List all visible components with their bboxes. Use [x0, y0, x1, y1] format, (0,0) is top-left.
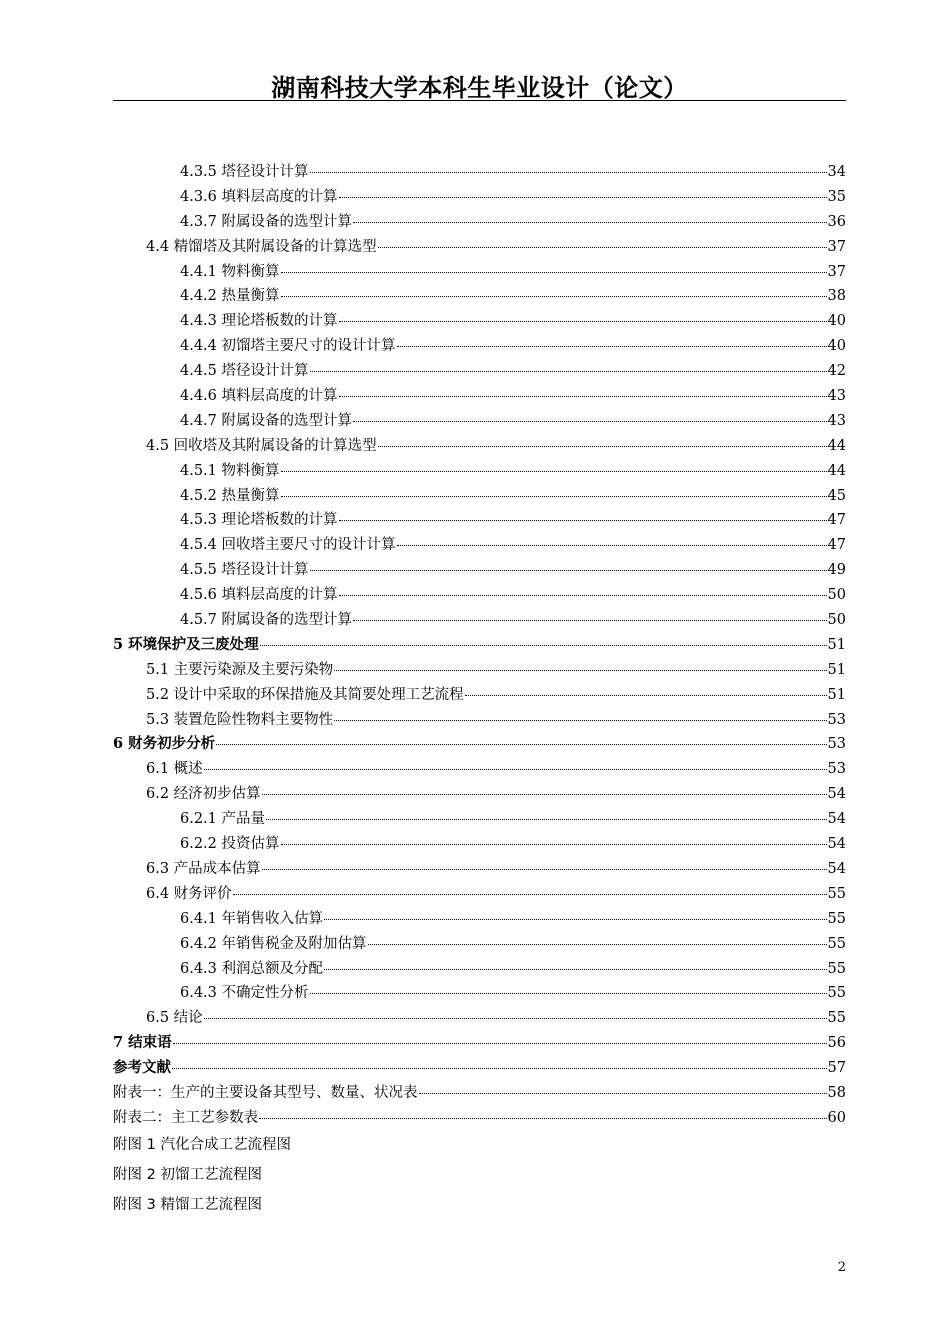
toc-entry-page: 51: [827, 686, 846, 703]
toc-entry[interactable]: [113, 633, 846, 658]
toc-entry-page: 55: [827, 935, 846, 952]
toc-entry-label: 4.3.6 填料层高度的计算: [180, 188, 338, 205]
toc-entry-label: 4.5.3 理论塔板数的计算: [180, 512, 338, 529]
toc-entry[interactable]: [113, 558, 846, 583]
toc-entry[interactable]: [113, 708, 846, 733]
toc-entry-label: 4.5.5 塔径设计计算: [180, 562, 309, 579]
toc-dot-leader: [339, 510, 827, 521]
toc-dot-leader: [310, 361, 827, 372]
toc-dot-leader: [339, 585, 827, 596]
appendix-figure-item[interactable]: 附图 1 汽化合成工艺流程图: [113, 1137, 291, 1153]
toc-entry[interactable]: [113, 284, 846, 309]
toc-entry-label: 4.5 回收塔及其附属设备的计算选型: [146, 437, 377, 454]
toc-entry-page: 58: [827, 1084, 846, 1101]
toc-entry[interactable]: [113, 981, 846, 1006]
toc-dot-leader: [172, 1058, 827, 1069]
toc-dot-leader: [353, 212, 827, 223]
toc-entry-label: 6.2.1 产品量: [180, 811, 266, 828]
toc-entry-label: 参考文献: [113, 1059, 171, 1077]
toc-entry-page: 53: [827, 711, 846, 728]
toc-entry[interactable]: [113, 907, 846, 932]
toc-entry-label: 4.4.3 理论塔板数的计算: [180, 313, 338, 330]
toc-entry-page: 45: [827, 487, 846, 504]
toc-entry-page: 51: [827, 661, 846, 678]
toc-dot-leader: [216, 734, 826, 745]
toc-entry[interactable]: [113, 508, 846, 533]
toc-entry-label: 4.4.1 物料衡算: [180, 263, 280, 280]
toc-entry[interactable]: [113, 185, 846, 210]
toc-entry-page: 44: [827, 437, 846, 454]
toc-entry-label: 6.2.2 投资估算: [180, 836, 280, 853]
toc-entry-page: 54: [827, 786, 846, 803]
toc-entry[interactable]: [113, 533, 846, 558]
toc-dot-leader: [324, 909, 827, 920]
toc-dot-leader: [334, 710, 826, 721]
toc-entry-page: 43: [827, 388, 846, 405]
toc-entry-page: 50: [827, 587, 846, 604]
toc-entry-label: 6.3 产品成本估算: [146, 860, 261, 877]
toc-entry-page: 47: [827, 512, 846, 529]
table-of-contents: [113, 160, 846, 1131]
toc-dot-leader: [339, 187, 827, 198]
toc-entry-label: 4.3.5 塔径设计计算: [180, 164, 309, 180]
toc-dot-leader: [204, 1008, 827, 1019]
toc-entry[interactable]: [113, 1081, 846, 1106]
toc-entry[interactable]: [113, 732, 846, 757]
toc-entry-page: 34: [827, 164, 846, 180]
toc-entry[interactable]: [113, 359, 846, 384]
toc-entry[interactable]: [113, 832, 846, 857]
toc-entry-label: 5.3 装置危险性物料主要物性: [146, 711, 334, 728]
page-number: 2: [837, 1260, 846, 1275]
toc-dot-leader: [334, 660, 826, 671]
toc-dot-leader: [397, 535, 827, 546]
toc-entry[interactable]: [113, 583, 846, 608]
toc-entry-page: 55: [827, 885, 846, 902]
toc-entry-label: 4.3.7 附属设备的选型计算: [180, 213, 353, 230]
toc-entry-label: 4.4.2 热量衡算: [180, 288, 280, 305]
toc-entry-page: 40: [827, 338, 846, 355]
toc-dot-leader: [262, 784, 827, 795]
toc-dot-leader: [262, 859, 827, 870]
toc-entry-page: 55: [827, 960, 846, 977]
toc-entry[interactable]: [113, 957, 846, 982]
toc-entry-label: 4.4.4 初馏塔主要尺寸的设计计算: [180, 338, 396, 355]
toc-dot-leader: [281, 461, 827, 472]
toc-entry-label: 6 财务初步分析: [113, 735, 216, 753]
toc-entry-label: 6.4.1 年销售收入估算: [180, 910, 324, 927]
toc-entry[interactable]: [113, 932, 846, 957]
toc-dot-leader: [233, 884, 827, 895]
page-header: [113, 60, 846, 101]
toc-entry[interactable]: [113, 782, 846, 807]
toc-entry[interactable]: [113, 857, 846, 882]
toc-entry-page: 37: [827, 263, 846, 280]
toc-entry-label: 附表一：生产的主要设备其型号、数量、状况表: [113, 1084, 418, 1101]
toc-entry-page: 40: [827, 313, 846, 330]
toc-entry-label: 4.5.2 热量衡算: [180, 487, 280, 504]
toc-entry[interactable]: [113, 807, 846, 832]
toc-entry-label: 5.2 设计中采取的环保措施及其简要处理工艺流程: [146, 686, 464, 703]
toc-entry-page: 54: [827, 860, 846, 877]
toc-entry[interactable]: [113, 409, 846, 434]
toc-entry-page: 55: [827, 985, 846, 1002]
toc-entry-page: 49: [827, 562, 846, 579]
toc-entry[interactable]: [113, 210, 846, 235]
appendix-figure-item[interactable]: 附图 2 初馏工艺流程图: [113, 1167, 262, 1183]
toc-entry-label: 6.1 概述: [146, 761, 203, 778]
toc-entry-page: 54: [827, 836, 846, 853]
toc-dot-leader: [378, 237, 827, 248]
toc-entry-label: 6.4 财务评价: [146, 885, 232, 902]
toc-entry-label: 4.5.6 填料层高度的计算: [180, 587, 338, 604]
toc-dot-leader: [339, 386, 827, 397]
toc-entry-page: 44: [827, 462, 846, 479]
toc-dot-leader: [378, 436, 827, 447]
toc-entry-label: 6.5 结论: [146, 1010, 203, 1027]
toc-dot-leader: [259, 1108, 827, 1119]
toc-entry-label: 4.5.4 回收塔主要尺寸的设计计算: [180, 537, 396, 554]
toc-entry[interactable]: [113, 160, 846, 185]
toc-entry-page: 60: [827, 1109, 846, 1126]
toc-entry-label: 6.2 经济初步估算: [146, 786, 261, 803]
toc-entry[interactable]: [113, 1056, 846, 1081]
toc-entry[interactable]: [113, 683, 846, 708]
toc-dot-leader: [419, 1083, 827, 1094]
toc-dot-leader: [310, 983, 827, 994]
toc-entry-label: 5.1 主要污染源及主要污染物: [146, 661, 334, 678]
toc-dot-leader: [324, 959, 827, 970]
toc-dot-leader: [353, 411, 827, 422]
toc-entry[interactable]: [113, 260, 846, 285]
toc-entry[interactable]: [113, 334, 846, 359]
toc-entry-label: 4.5.1 物料衡算: [180, 462, 280, 479]
toc-dot-leader: [353, 610, 827, 621]
toc-entry-label: 附表二：主工艺参数表: [113, 1109, 258, 1126]
toc-dot-leader: [339, 311, 827, 322]
toc-dot-leader: [281, 834, 827, 845]
toc-entry-page: 53: [827, 736, 846, 753]
toc-entry-label: 7 结束语: [113, 1034, 172, 1052]
toc-entry-page: 50: [827, 612, 846, 629]
toc-dot-leader: [281, 262, 827, 273]
toc-entry-label: 6.4.2 年销售税金及附加估算: [180, 935, 367, 952]
toc-entry-page: 57: [827, 1060, 846, 1077]
toc-entry[interactable]: [113, 608, 846, 633]
toc-entry-page: 53: [827, 761, 846, 778]
toc-entry[interactable]: [113, 658, 846, 683]
toc-dot-leader: [173, 1033, 827, 1044]
toc-entry-page: 43: [827, 412, 846, 429]
toc-entry-page: 55: [827, 1010, 846, 1027]
toc-entry-label: 4.4.5 塔径设计计算: [180, 363, 309, 380]
toc-dot-leader: [281, 486, 827, 497]
toc-entry-page: 35: [827, 188, 846, 205]
toc-dot-leader: [310, 560, 827, 571]
toc-entry-label: 4.4.6 填料层高度的计算: [180, 388, 338, 405]
toc-dot-leader: [281, 286, 827, 297]
toc-entry[interactable]: [113, 757, 846, 782]
toc-entry-page: 51: [827, 636, 846, 653]
appendix-figure-item[interactable]: 附图 3 精馏工艺流程图: [113, 1197, 262, 1213]
toc-entry[interactable]: [113, 434, 846, 459]
toc-entry[interactable]: [113, 484, 846, 509]
toc-entry[interactable]: [113, 309, 846, 334]
toc-entry-label: 5 环境保护及三废处理: [113, 635, 259, 653]
page-title: 湖南科技大学本科生毕业设计（论文）: [271, 74, 688, 102]
toc-dot-leader: [310, 162, 827, 173]
toc-entry-page: 38: [827, 288, 846, 305]
toc-dot-leader: [397, 336, 827, 347]
toc-dot-leader: [465, 685, 827, 696]
toc-entry-page: 54: [827, 811, 846, 828]
toc-entry[interactable]: [113, 882, 846, 907]
toc-dot-leader: [266, 809, 827, 820]
toc-dot-leader: [260, 635, 827, 646]
toc-entry[interactable]: [113, 459, 846, 484]
toc-entry-label: 4.4.7 附属设备的选型计算: [180, 412, 353, 429]
toc-entry-page: 55: [827, 910, 846, 927]
toc-entry-page: 36: [827, 213, 846, 230]
toc-entry-label: 6.4.3 不确定性分析: [180, 985, 309, 1002]
toc-entry[interactable]: [113, 1106, 846, 1131]
toc-entry[interactable]: [113, 1006, 846, 1031]
toc-entry-label: 4.5.7 附属设备的选型计算: [180, 612, 353, 629]
toc-entry[interactable]: [113, 1031, 846, 1056]
toc-entry-label: 4.4 精馏塔及其附属设备的计算选型: [146, 238, 377, 255]
toc-dot-leader: [204, 759, 827, 770]
toc-entry-label: 6.4.3 利润总额及分配: [180, 960, 324, 977]
toc-dot-leader: [368, 934, 827, 945]
toc-entry[interactable]: [113, 384, 846, 409]
toc-entry-page: 37: [827, 238, 846, 255]
toc-entry-page: 42: [827, 363, 846, 380]
toc-entry-page: 47: [827, 537, 846, 554]
toc-entry-page: 56: [827, 1035, 846, 1052]
toc-entry[interactable]: [113, 235, 846, 260]
